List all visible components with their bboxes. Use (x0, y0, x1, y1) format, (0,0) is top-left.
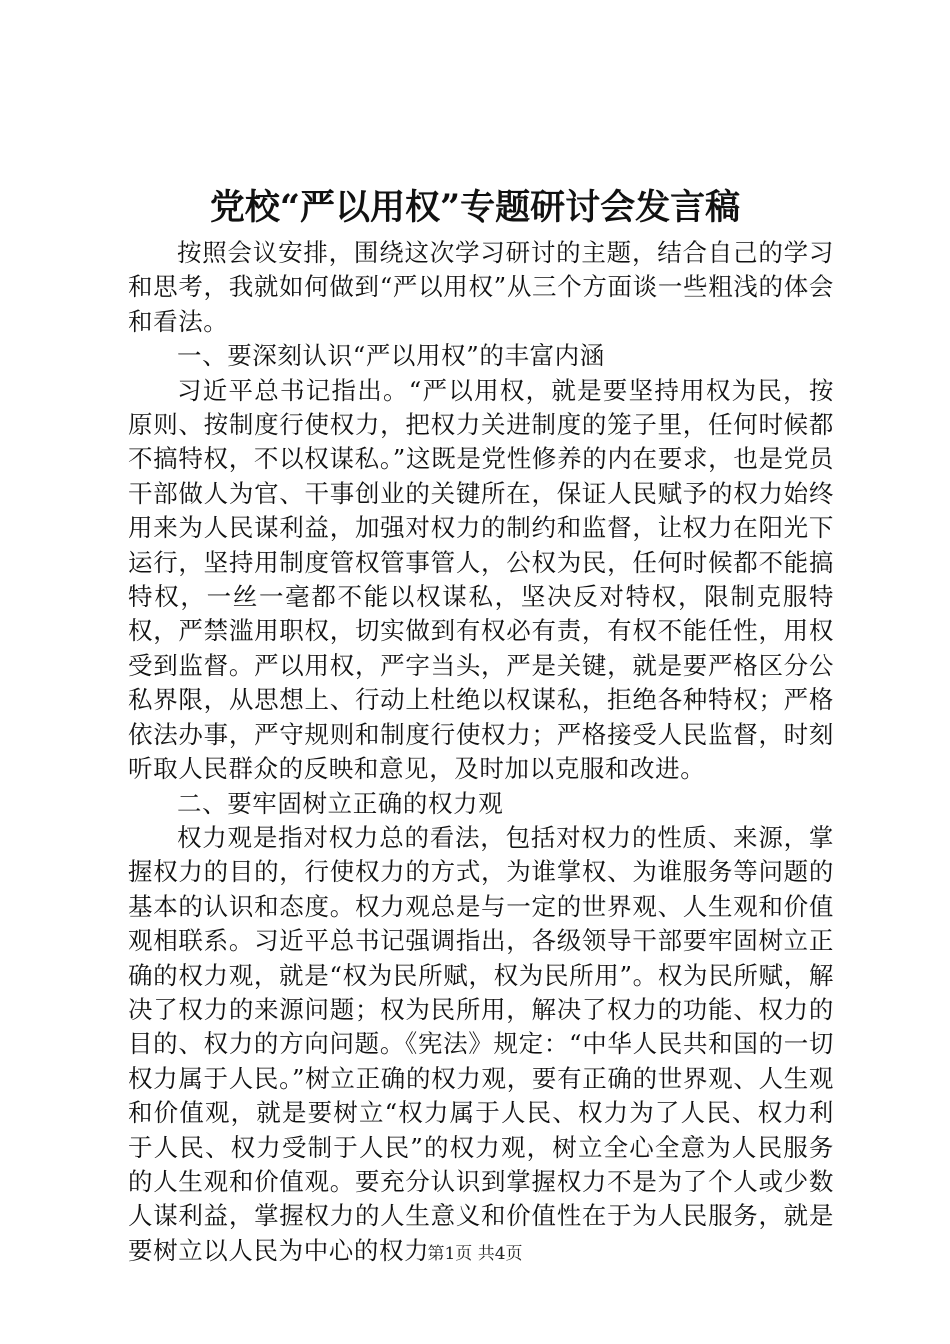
document-body (128, 236, 834, 1268)
section-2-paragraph: 权力观是指对权力总的看法，包括对权力的性质、来源，掌握权力的目的，行使权力的方式，为谁掌权、为谁服务等问题的基本的认识和态度。权力观总是与一定的世界观、人生观和价值观相联系。习近平总书记强调指出，各级领导干部要牢固树立正确的权力观，就是“权为民所赋，权为民所用”。权为民所赋，解决了权力的来源问题；权为民所用，解决了权力的功能、权力的目的、权力的方向问题。《宪法》规定：“中华人民共和国的一切权力属于人民。”树立正确的权力观，要有正确的世界观、人生观和价值观，就是要树立“权力属于人民、权力为了人民、权力利于人民、权力受制于人民”的权力观，树立全心全意为人民服务的人生观和价值观。要充分认识到掌握权力不是为了个人或少数人谋利益，掌握权力的人生意义和价值性在于为人民服务，就是要树立以人民为中心的权力 (128, 822, 834, 1265)
section-1-paragraph: 习近平总书记指出。“严以用权，就是要坚持用权为民，按原则、按制度行使权力，把权力关进制度的笼子里，任何时候都不搞特权，不以权谋私。”这既是党性修养的内在要求，也是党员干部做人为官、干事创业的关键所在，保证人民赋予的权力始终用来为人民谋利益，加强对权力的制约和监督，让权力在阳光下运行，坚持用制度管权管事管人，公权为民，任何时候都不能搞特权，一丝一毫都不能以权谋私，坚决反对特权，限制克服特权，严禁滥用职权，切实做到有权必有责，有权不能任性，用权受到监督。严以用权，严字当头，严是关键，就是要严格区分公私界限，从思想上、行动上杜绝以权谋私，拒绝各种特权；严格依法办事，严守规则和制度行使权力；严格接受人民监督，时刻听取人民群众的反映和意见，及时加以克服和改进。 (128, 375, 834, 784)
intro-paragraph: 按照会议安排，围绕这次学习研讨的主题，结合自己的学习和思考，我就如何做到“严以用权”从三个方面谈一些粗浅的体会和看法。 (128, 238, 834, 336)
page-number-footer: 第1页 共4页 (427, 1244, 523, 1264)
section-2-heading: 二、要牢固树立正确的权力观 (177, 788, 504, 818)
section-1-heading: 一、要深刻认识“严以用权”的丰富内涵 (177, 341, 605, 371)
document-title: 党校“严以用权”专题研讨会发言稿 (209, 187, 741, 228)
